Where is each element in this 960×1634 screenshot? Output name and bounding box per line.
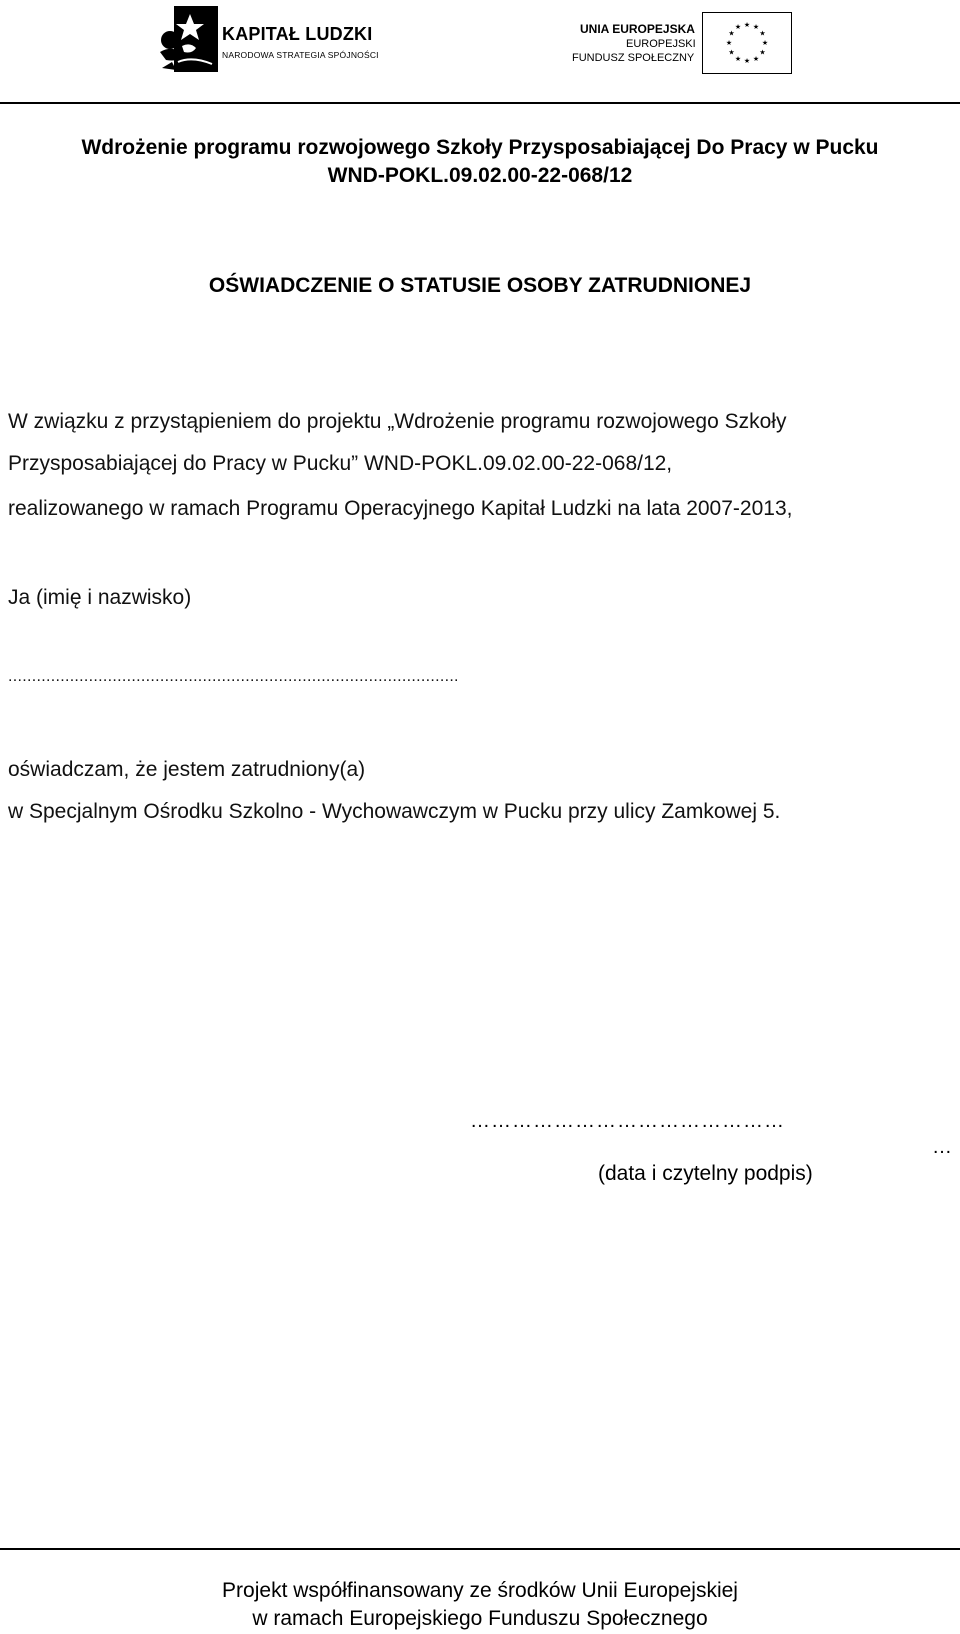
svg-text:★: ★	[759, 29, 766, 38]
signature-line-continuation: …	[932, 1136, 952, 1158]
kapital-ludzki-title: KAPITAŁ LUDZKI	[222, 24, 373, 44]
svg-text:★: ★	[725, 39, 733, 47]
signature-line[interactable]: ………………………………………	[470, 1110, 785, 1132]
eu-logo-line1: UNIA EUROPEJSKA	[580, 22, 695, 36]
name-label: Ja (imię i nazwisko)	[8, 586, 192, 609]
svg-text:★: ★	[752, 23, 760, 31]
svg-text:★: ★	[728, 29, 735, 38]
kapital-ludzki-logo	[156, 4, 379, 76]
project-title-line1: Wdrożenie programu rozwojowego Szkoły Przysposabiającej Do Pracy w Pucku	[81, 136, 879, 159]
svg-text:★: ★	[743, 21, 751, 29]
declaration-title: OŚWIADCZENIE O STATUSIE OSOBY ZATRUDNIONEJ	[208, 274, 752, 297]
svg-text:★: ★	[743, 57, 751, 65]
project-title	[0, 134, 960, 190]
eu-logo-line3: FUNDUSZ SPOŁECZNY	[572, 52, 695, 64]
intro-line-2: Przysposabiającej do Pracy w Pucku” WND-POKL.09.02.00-22-068/12,	[8, 452, 673, 475]
footer-divider	[0, 1548, 960, 1550]
footer-text	[0, 1577, 960, 1633]
svg-text:★: ★	[734, 55, 742, 63]
eu-flag-icon	[702, 12, 792, 74]
statement-line-1: oświadczam, że jestem zatrudniony(a)	[8, 758, 366, 781]
svg-text:★: ★	[752, 55, 760, 63]
header-divider	[0, 102, 960, 104]
eu-logo-line2: EUROPEJSKI	[626, 38, 696, 50]
statement-line-2: w Specjalnym Ośrodku Szkolno - Wychowawczym w Pucku przy ulicy Zamkowej 5.	[8, 800, 781, 823]
signature-label: (data i czytelny podpis)	[598, 1162, 813, 1185]
project-number: WND-POKL.09.02.00-22-068/12	[327, 164, 633, 187]
intro-line-1: W związku z przystąpieniem do projektu „Wdrożenie programu rozwojowego Szkoły	[8, 410, 787, 433]
name-field[interactable]: ...............................................................................................	[8, 668, 459, 685]
intro-line-3: realizowanego w ramach Programu Operacyjnego Kapitał Ludzki na lata 2007-2013,	[8, 497, 793, 520]
footer-line-1: Projekt współfinansowany ze środków Unii Europejskiej	[222, 1579, 738, 1602]
svg-text:★: ★	[759, 48, 766, 57]
kapital-ludzki-subtitle: NARODOWA STRATEGIA SPÓJNOŚCI	[222, 50, 379, 60]
footer-line-2: w ramach Europejskiego Funduszu Społecznego	[252, 1607, 708, 1630]
svg-text:★: ★	[734, 23, 742, 31]
kapital-ludzki-star-figure-icon	[156, 4, 220, 76]
svg-text:★: ★	[728, 48, 735, 57]
svg-text:★: ★	[761, 39, 769, 47]
eu-logo	[570, 10, 800, 76]
